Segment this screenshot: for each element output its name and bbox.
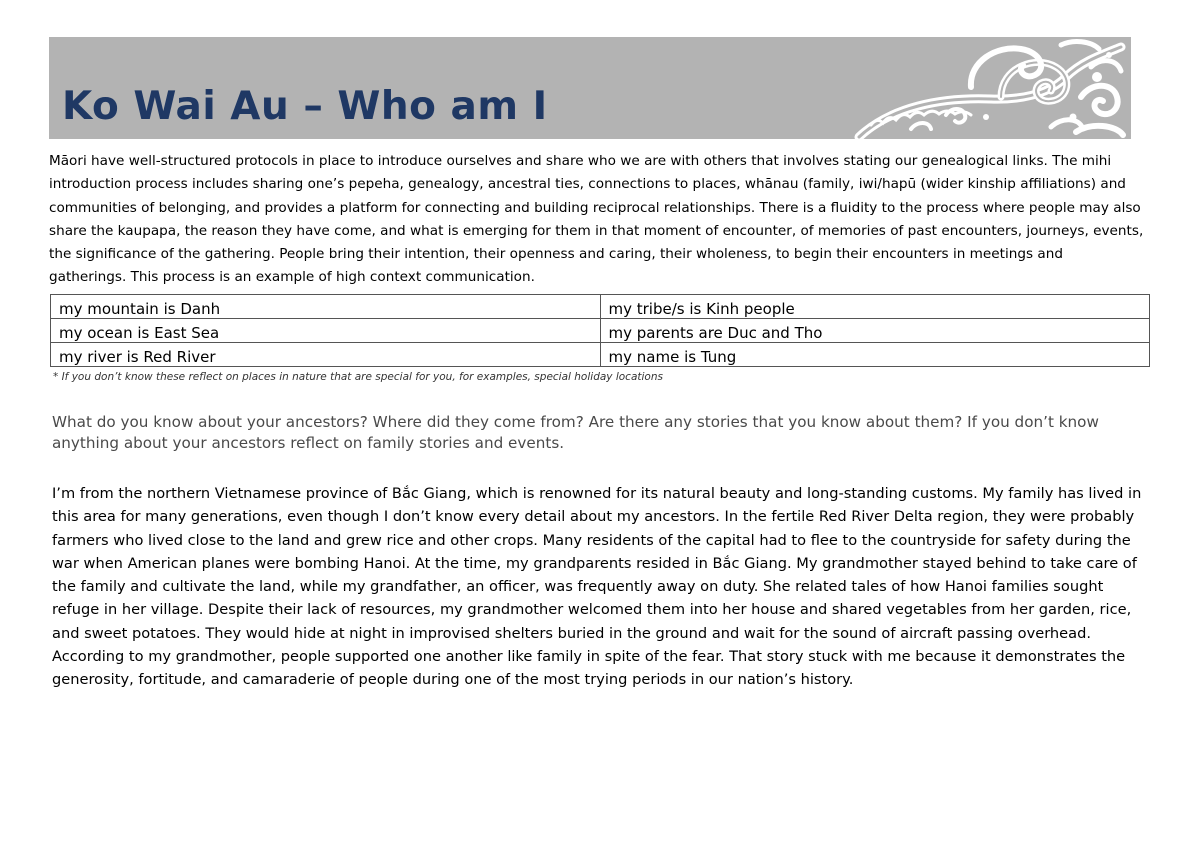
table-row [51,343,1150,367]
mihi-cell-name: my name is Tung [600,343,1150,367]
intro-paragraph: Māori have well-structured protocols in place to introduce ourselves and share who we are with others that involves stating our genealogical links. The mihi introduction process includes sharing one’s pepeha, genealogy, ancestral ties, connections to places, whānau (family, iwi/hapū (wider kinship affiliations) and communities of belonging, and provides a platform for connecting and building reciprocal relationships. There is a fluidity to the process where people may also share the kaupapa, the reason they have come, and what is emerging for them in that moment of encounter, of memories of past encounters, journeys, events, the significance of the gathering. People bring their intention, their openness and caring, their wholeness, to begin their encounters in meetings and gatherings. This process is an example of high context communication. [49,153,1144,286]
mihi-table [50,294,1150,367]
mihi-cell-tribe: my tribe/s is Kinh people [600,295,1150,319]
table-row [51,295,1150,319]
header-banner [49,37,1131,139]
koru-pattern-icon [851,37,1131,139]
ancestors-answer: I’m from the northern Vietnamese province of Bắc Giang, which is renowned for its natural beauty and long-standing customs. My family has lived in this area for many generations, even though I don’t know every detail about my ancestors. In the fertile Red River Delta region, they were probably farmers who lived close to the land and grew rice and other crops. Many residents of the capital had to flee to the countryside for safety during the war when American planes were bombing Hanoi. At the time, my grandparents resided in Bắc Giang. My grandmother stayed behind to take care of the family and cultivate the land, while my grandfather, an officer, was frequently away on duty. She related tales of how Hanoi families sought refuge in her village. Despite their lack of resources, my grandmother welcomed them into her house and shared vegetables from her garden, rice, and sweet potatoes. They would hide at night in improvised shelters buried in the ground and wait for the sound of aircraft passing overhead. According to my grandmother, people supported one another like family in spite of the fear. That story stuck with me because it demonstrates the generosity, fortitude, and camaraderie of people during one of the most trying periods in our nation’s history. [52,485,1142,689]
table-row [51,319,1150,343]
ancestors-question: What do you know about your ancestors? Where did they come from? Are there any stories that you know about them? If you don’t know anything about your ancestors reflect on family stories and events. [52,413,1099,452]
page-title: Ko Wai Au – Who am I [62,84,548,129]
mihi-cell-mountain: my mountain is Danh [51,295,601,319]
table-footnote: * If you don’t know these reflect on places in nature that are special for you, for examples, special holiday locations [53,371,663,383]
mihi-cell-river: my river is Red River [51,343,601,367]
mihi-cell-parents: my parents are Duc and Tho [600,319,1150,343]
mihi-cell-ocean: my ocean is East Sea [51,319,601,343]
